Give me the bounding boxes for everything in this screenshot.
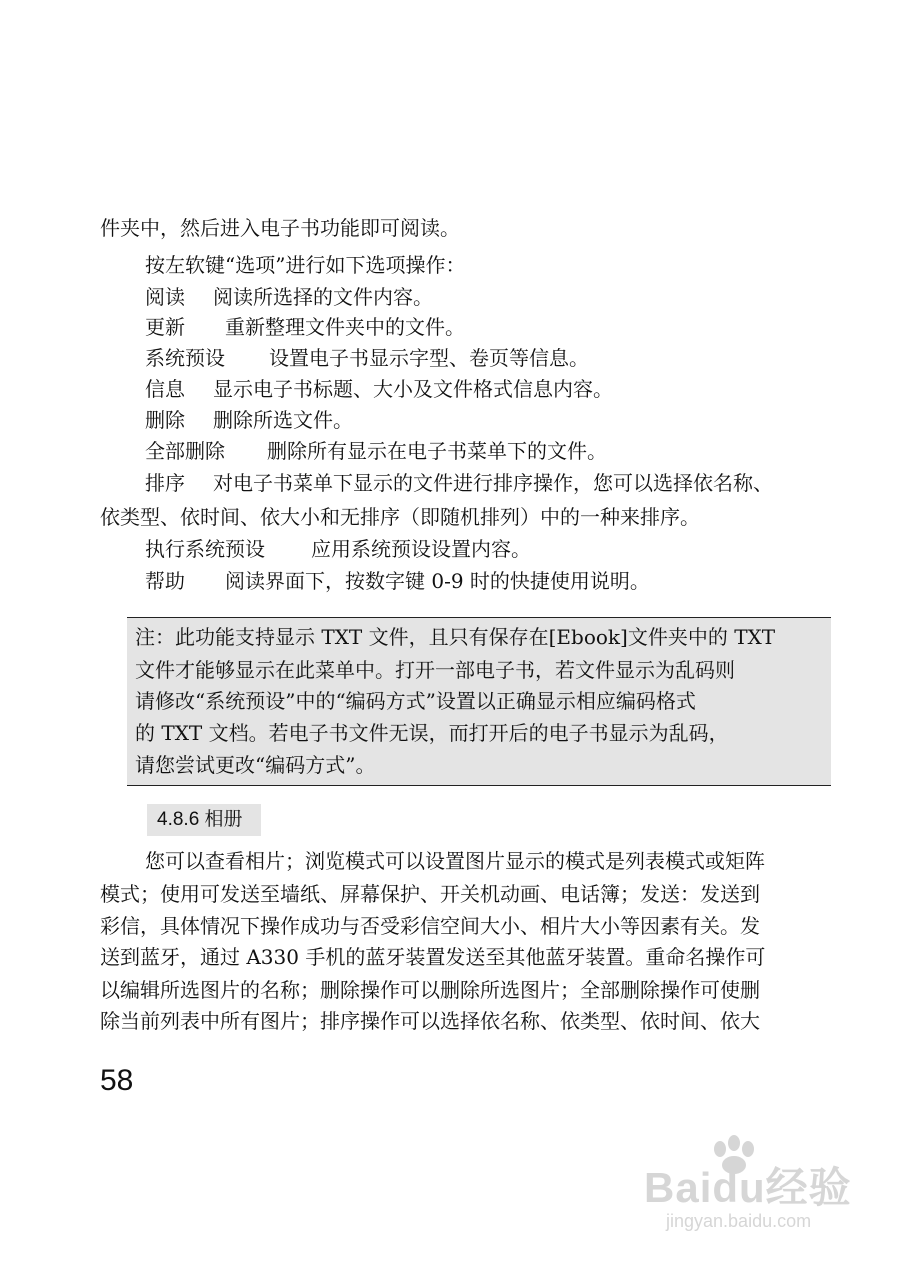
page-number: 58 — [100, 1064, 134, 1097]
option-desc: 设置电子书显示字型、卷页等信息。 — [269, 346, 589, 370]
option-system-preset — [145, 343, 589, 373]
section-line: 彩信，具体情况下操作成功与否受彩信空间大小、相片大小等因素有关。发 — [100, 914, 760, 938]
section-line: 送到蓝牙，通过 A330 手机的蓝牙装置发送至其他蓝牙装置。重命名操作可 — [100, 945, 766, 969]
watermark — [636, 1135, 876, 1245]
option-sort-continued: 依类型、依时间、依大小和无排序（即随机排列）中的一种来排序。 — [100, 505, 700, 529]
option-read — [145, 282, 433, 312]
option-delete — [145, 405, 353, 435]
option-term: 排序 — [145, 471, 185, 495]
intro-line-1: 件夹中，然后进入电子书功能即可阅读。 — [100, 216, 460, 240]
option-desc: 重新整理文件夹中的文件。 — [225, 315, 465, 339]
option-term: 删除 — [145, 408, 185, 432]
note-line: 请您尝试更改“编码方式”。 — [135, 753, 376, 777]
section-line: 您可以查看相片；浏览模式可以设置图片显示的模式是列表模式或矩阵 — [145, 849, 765, 873]
note-box — [127, 617, 831, 786]
option-desc: 删除所选文件。 — [213, 408, 353, 432]
section-line: 以编辑所选图片的名称；删除操作可以删除所选图片；全部删除操作可使删 — [100, 978, 760, 1002]
watermark-url: jingyan.baidu.com — [666, 1211, 812, 1231]
option-update — [145, 312, 465, 342]
option-desc: 删除所有显示在电子书菜单下的文件。 — [267, 439, 607, 463]
watermark-logo: Baidu经验 — [644, 1164, 852, 1211]
note-line: 请修改“系统预设”中的“编码方式”设置以正确显示相应编码格式 — [135, 689, 696, 713]
option-sort — [145, 468, 773, 498]
note-line: 文件才能够显示在此菜单中。打开一部电子书，若文件显示为乱码则 — [135, 658, 735, 682]
option-term: 更新 — [145, 315, 185, 339]
note-line: 的 TXT 文档。若电子书文件无误，而打开后的电子书显示为乱码， — [135, 721, 729, 745]
option-term: 执行系统预设 — [145, 537, 265, 561]
option-help — [145, 566, 650, 596]
note-line: 注：此功能支持显示 TXT 文件，且只有保存在[Ebook]文件夹中的 TXT — [135, 625, 776, 649]
option-desc: 应用系统预设设置内容。 — [311, 537, 531, 561]
option-term: 帮助 — [145, 569, 185, 593]
section-line: 除当前列表中所有图片；排序操作可以选择依名称、依类型、依时间、依大 — [100, 1009, 760, 1033]
option-term: 阅读 — [145, 285, 185, 309]
option-desc: 阅读界面下，按数字键 0-9 时的快捷使用说明。 — [225, 569, 650, 593]
intro-line-2: 按左软键“选项”进行如下选项操作： — [145, 253, 466, 277]
option-info — [145, 374, 613, 404]
option-term: 全部删除 — [145, 439, 225, 463]
section-heading: 4.8.6 相册 — [147, 804, 261, 836]
option-desc: 显示电子书标题、大小及文件格式信息内容。 — [213, 377, 613, 401]
option-desc: 阅读所选择的文件内容。 — [213, 285, 433, 309]
option-desc: 对电子书菜单下显示的文件进行排序操作，您可以选择依名称、 — [213, 471, 773, 495]
section-line: 模式；使用可发送至墙纸、屏幕保护、开关机动画、电话簿；发送：发送到 — [100, 882, 760, 906]
option-delete-all — [145, 436, 607, 466]
option-apply-preset — [145, 534, 531, 564]
option-term: 系统预设 — [145, 346, 225, 370]
option-term: 信息 — [145, 377, 185, 401]
